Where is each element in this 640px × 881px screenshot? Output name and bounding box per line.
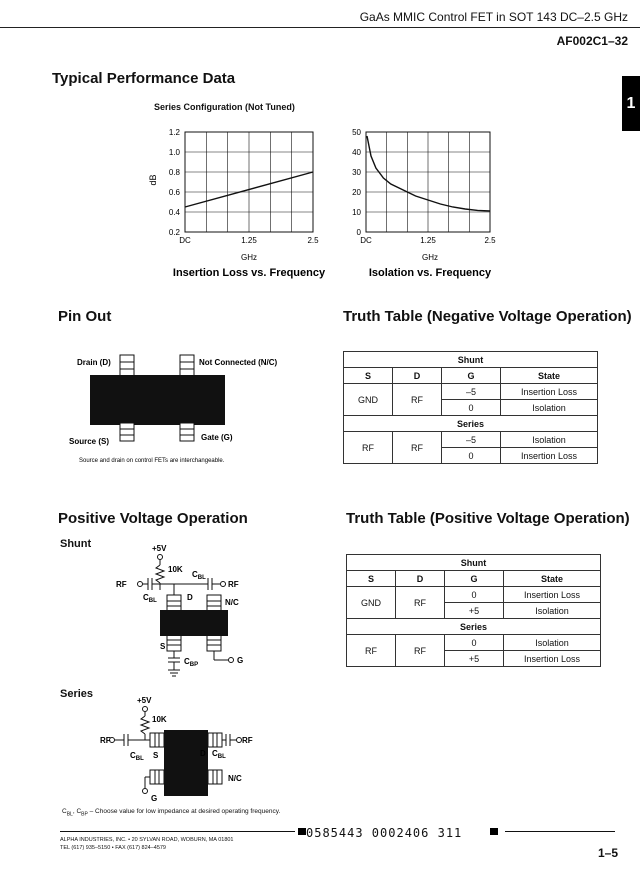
performance-heading: Typical Performance Data xyxy=(52,70,236,87)
footer-company: ALPHA INDUSTRIES, INC. • 20 SYLVAN ROAD, WOBURN, MA 01801 TEL (617) 935–5150 • FAX (617) 824–4579 xyxy=(60,837,234,851)
table-row: 0 Insertion Loss xyxy=(344,448,598,464)
insertion-loss-xlabel: GHz xyxy=(241,253,257,262)
table-row: RF RF –5 Isolation xyxy=(344,432,598,448)
x-tick-label: 1.25 xyxy=(420,236,436,245)
svg-text:RF: RF xyxy=(228,580,239,589)
source-pin xyxy=(120,423,134,441)
gate-label: Gate (G) xyxy=(201,433,233,442)
pinout-heading: Pin Out xyxy=(58,308,112,325)
svg-text:10K: 10K xyxy=(168,565,183,574)
performance-subtitle: Series Configuration (Not Tuned) xyxy=(154,102,295,112)
chip-body xyxy=(90,375,225,425)
svg-text:S: S xyxy=(153,751,159,760)
y-tick-label: 1.0 xyxy=(168,148,180,157)
header-rule xyxy=(0,27,640,28)
svg-text:CBL: $C_{BL}$ xyxy=(212,749,226,760)
document-title: GaAs MMIC Control FET in SOT 143 DC–2.5 GHz xyxy=(359,10,628,24)
table-row: +5 Isolation xyxy=(347,603,601,619)
truth-pos-shunt-label: Shunt xyxy=(347,555,601,571)
barcode-mark-left xyxy=(298,828,306,835)
svg-text:10K: 10K xyxy=(152,715,167,724)
y-tick-label: 0.6 xyxy=(168,188,180,197)
svg-text:D: D xyxy=(200,749,206,758)
svg-text:CBP: $C_{BP}$ xyxy=(184,657,199,668)
truth-neg-table: Shunt S D G State GND RF –5 Insertion Loss 0 Isolation Series RF RF –5 Isolation 0 Insertion Loss xyxy=(343,351,598,464)
shunt-chip xyxy=(160,610,228,636)
drain-pin xyxy=(120,355,134,377)
svg-text:+5V: +5V xyxy=(137,696,152,705)
series-chip xyxy=(164,730,208,796)
table-row: RF RF 0 Isolation xyxy=(347,635,601,651)
insertion-loss-ticks xyxy=(169,128,319,245)
drain-label: Drain (D) xyxy=(77,358,111,367)
pinout-diagram xyxy=(60,345,310,470)
svg-text:G: G xyxy=(151,794,158,803)
y-tick-label: 0.2 xyxy=(168,228,180,237)
isolation-xlabel: GHz xyxy=(422,253,438,262)
svg-text:G: G xyxy=(237,656,244,665)
x-tick-label: DC xyxy=(179,236,191,245)
truth-pos-table: Shunt S D G State GND RF 0 Insertion Loss +5 Isolation Series RF RF 0 Isolation +5 Insertion Loss xyxy=(346,554,601,667)
page-number: 1–5 xyxy=(597,846,618,860)
svg-text:+5V: +5V xyxy=(152,544,167,553)
insertion-loss-chart xyxy=(130,120,370,290)
truth-neg-series-label: Series xyxy=(344,416,598,432)
insertion-loss-ylabel: dB xyxy=(148,174,158,186)
svg-text:RF: RF xyxy=(116,580,127,589)
series-label: Series xyxy=(60,688,94,700)
y-tick-label: 50 xyxy=(352,128,361,137)
isolation-grid xyxy=(366,132,490,232)
y-tick-label: 10 xyxy=(352,208,361,217)
x-tick-label: 2.5 xyxy=(307,236,319,245)
shunt-circuit xyxy=(110,540,280,690)
isolation-line xyxy=(367,136,490,211)
positive-heading: Positive Voltage Operation xyxy=(58,510,248,527)
svg-text:CBL: $C_{BL}$ xyxy=(130,751,144,762)
section-tab: 1 xyxy=(622,76,640,131)
table-row: GND RF –5 Insertion Loss xyxy=(344,384,598,400)
footer-rule-right xyxy=(505,831,615,832)
capacitor-note: $C_{BL}$, $C_{BP}$ – Choose value for low impedance at desired operating frequency. xyxy=(62,808,281,818)
y-tick-label: 40 xyxy=(352,148,361,157)
svg-text:D: D xyxy=(187,593,193,602)
svg-text:CBL: $C_{BL}$ xyxy=(192,570,206,581)
truth-pos-series-label: Series xyxy=(347,619,601,635)
svg-text:N/C: N/C xyxy=(225,598,239,607)
footer-rule-left xyxy=(60,831,295,832)
barcode-mark-right xyxy=(490,828,498,835)
svg-text:N/C: N/C xyxy=(228,774,242,783)
insertion-loss-grid xyxy=(185,132,313,232)
isolation-title: Isolation vs. Frequency xyxy=(368,267,492,279)
part-number: AF002C1–32 xyxy=(556,34,628,48)
table-row: GND RF 0 Insertion Loss xyxy=(347,587,601,603)
nc-pin xyxy=(180,355,194,377)
table-row: 0 Isolation xyxy=(344,400,598,416)
truth-neg-heading: Truth Table (Negative Voltage Operation) xyxy=(343,308,632,325)
x-tick-label: DC xyxy=(360,236,372,245)
y-tick-label: 0.4 xyxy=(168,208,180,217)
series-circuit xyxy=(100,692,270,812)
svg-text:S: S xyxy=(160,642,166,651)
svg-text:CBL: $C_{BL}$ xyxy=(143,593,157,604)
truth-neg-shunt-label: Shunt xyxy=(344,352,598,368)
shunt-label: Shunt xyxy=(60,538,92,550)
truth-pos-heading: Truth Table (Positive Voltage Operation) xyxy=(346,510,630,527)
y-tick-label: 20 xyxy=(352,188,361,197)
x-tick-label: 1.25 xyxy=(241,236,257,245)
barcode-number: 0585443 0002406 311 xyxy=(306,826,463,840)
svg-text:RF: RF xyxy=(242,736,253,745)
isolation-ticks xyxy=(352,128,496,245)
y-tick-label: 30 xyxy=(352,168,361,177)
table-row: +5 Insertion Loss xyxy=(347,651,601,667)
y-tick-label: 0.8 xyxy=(168,168,180,177)
x-tick-label: 2.5 xyxy=(484,236,496,245)
y-tick-label: 0 xyxy=(356,228,361,237)
pinout-note: Source and drain on control FETs are interchangeable. xyxy=(79,458,225,464)
y-tick-label: 1.2 xyxy=(168,128,180,137)
isolation-chart xyxy=(340,120,510,290)
gate-pin xyxy=(180,423,194,441)
nc-label: Not Connected (N/C) xyxy=(199,358,278,367)
source-label: Source (S) xyxy=(69,437,110,446)
svg-text:RF: RF xyxy=(100,736,111,745)
insertion-loss-title: Insertion Loss vs. Frequency xyxy=(172,267,326,279)
